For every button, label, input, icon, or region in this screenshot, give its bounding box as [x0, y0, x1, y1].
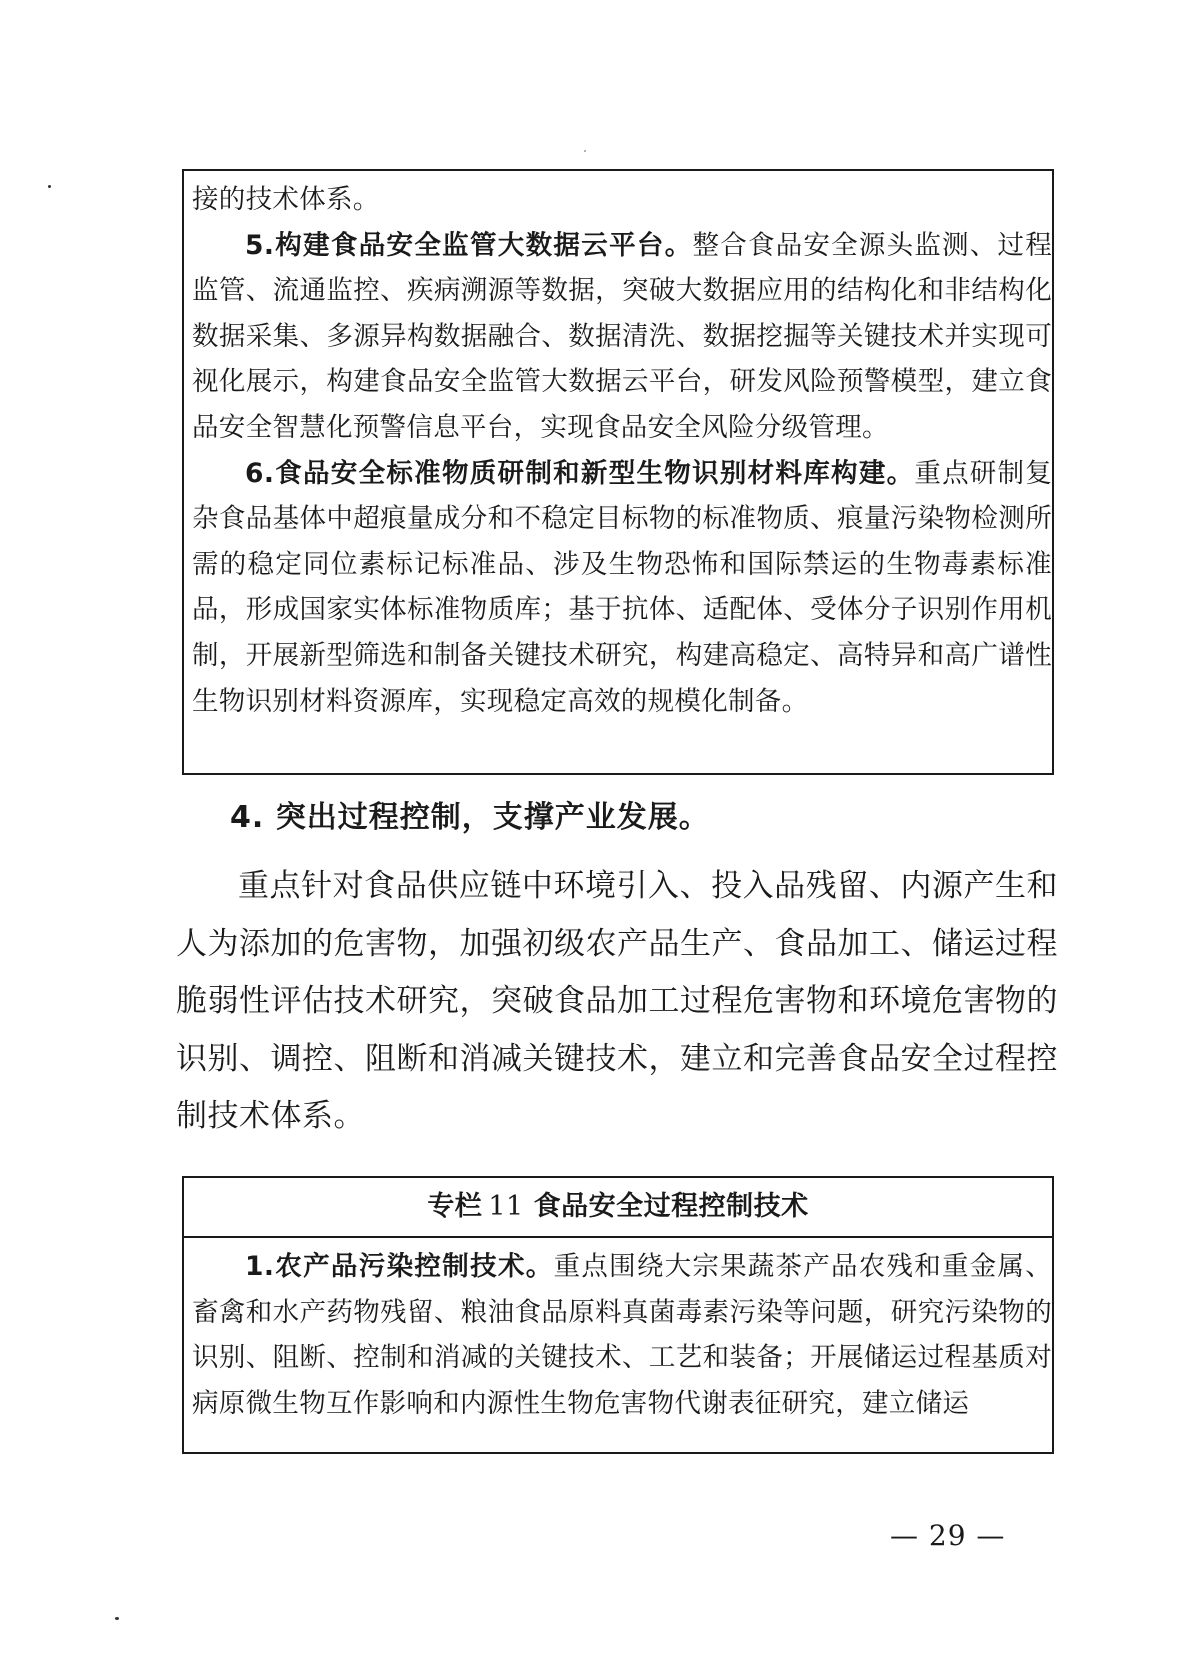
column-box-11 [182, 1176, 1054, 1454]
scan-speck [584, 150, 586, 152]
column-box-title [184, 1178, 1052, 1238]
column-title-text: 食品安全过程控制技术 [533, 1191, 809, 1222]
column-item-6-title: 6.食品安全标准物质研制和新型生物识别材料库构建。 [245, 457, 915, 489]
column-item-5 [192, 223, 1052, 451]
column-box-body [192, 177, 1052, 724]
scan-speck [48, 185, 51, 188]
column-item-1-text: 重点围绕大宗果蔬茶产品农残和重金属、畜禽和水产药物残留、粮油食品原料真菌毒素污染等问题，研究污染物的识别、阻断、控制和消减的关键技术、工艺和装备；开展储运过程基质对病原微生物互作影响和内源性生物危害物代谢表征研究，建立储运 [192, 1251, 1052, 1419]
column-box-continued [182, 169, 1054, 775]
column-item-1 [192, 1244, 1052, 1426]
page-number: — 29 — [890, 1519, 1006, 1552]
column-box-body [184, 1238, 1052, 1426]
column-item-6-text: 重点研制复杂食品基体中超痕量成分和不稳定目标物的标准物质、痕量污染物检测所需的稳定同位素标记标准品、涉及生物恐怖和国际禁运的生物毒素标准品，形成国家实体标准物质库；基于抗体、适配体、受体分子识别作用机制，开展新型筛选和制备关键技术研究，构建高稳定、高特异和高广谱性生物识别材料资源库，实现稳定高效的规模化制备。 [192, 457, 1052, 717]
column-title-prefix: 专栏 [427, 1191, 483, 1222]
column-title-number: 11 [488, 1191, 524, 1222]
scan-speck [115, 1617, 119, 1620]
column-item-5-title: 5.构建食品安全监管大数据云平台。 [245, 229, 693, 261]
column-item-6 [192, 451, 1052, 725]
column-item-1-title: 1.农产品污染控制技术。 [245, 1251, 554, 1282]
continuation-line: 接的技术体系。 [192, 184, 380, 215]
section-paragraph: 重点针对食品供应链中环境引入、投入品残留、内源产生和人为添加的危害物，加强初级农产品生产、食品加工、储运过程脆弱性评估技术研究，突破食品加工过程危害物和环境危害物的识别、调控、阻断和消减关键技术，建立和完善食品安全过程控制技术体系。 [176, 868, 1058, 1135]
column-item-5-text: 整合食品安全源头监测、过程监管、流通监控、疾病溯源等数据，突破大数据应用的结构化和非结构化数据采集、多源异构数据融合、数据清洗、数据挖掘等关键技术并实现可视化展示，构建食品安全监管大数据云平台，研发风险预警模型，建立食品安全智慧化预警信息平台，实现食品安全风险分级管理。 [192, 229, 1052, 443]
section-heading: 4. 突出过程控制，支撑产业发展。 [230, 800, 710, 835]
